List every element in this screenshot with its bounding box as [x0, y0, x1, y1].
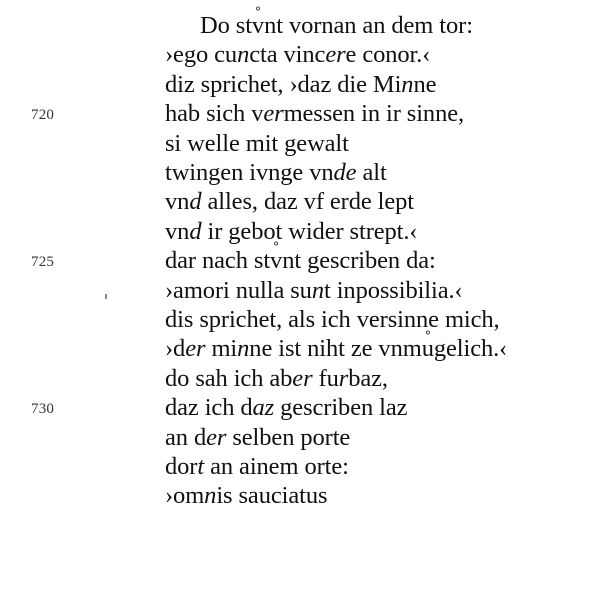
line-number: 725 — [31, 254, 55, 271]
text-run: an d — [165, 423, 207, 451]
text-run: baz, — [348, 364, 388, 392]
text-run: daz ich d — [165, 394, 253, 422]
verse-text — [165, 277, 463, 305]
text-run: diz sprichet, ›daz die Mi — [165, 70, 402, 98]
text-run: dar nach st — [165, 247, 271, 275]
verse-text — [165, 306, 500, 334]
text-run: messen in ir sinne, — [283, 100, 465, 128]
superscript-ring-letter: v ˚ — [270, 247, 282, 275]
text-run: do sah ich ab — [165, 364, 293, 392]
expanded-abbreviation: t — [197, 453, 205, 480]
text-run: selben porte — [226, 423, 351, 451]
expanded-abbreviation: de — [333, 159, 357, 186]
verse-text — [165, 394, 407, 422]
expanded-abbreviation: n — [237, 41, 250, 69]
text-run: ›d — [165, 335, 186, 363]
text-run: ne ist niht ze vnm — [249, 335, 422, 363]
text-run: vn — [165, 217, 190, 245]
text-run: alles, daz vf erde lept — [201, 188, 415, 216]
text-run: dis sprichet, als ich versinne mich, — [165, 306, 500, 333]
verse-line — [0, 186, 600, 216]
expanded-abbreviation: n — [204, 482, 217, 510]
verse-text — [165, 335, 507, 363]
text-run: vn — [165, 188, 190, 216]
expanded-abbreviation: r — [338, 364, 349, 392]
text-run: nt gescriben da: — [282, 247, 436, 275]
superscript-ring-letter: v ˚ — [252, 12, 264, 40]
text-run: mi — [205, 335, 238, 363]
verse-text — [165, 130, 349, 158]
text-run: nt vornan an dem tor: — [264, 12, 473, 39]
expanded-abbreviation: az — [252, 394, 275, 422]
text-run: gescriben laz — [274, 394, 408, 422]
verse-text — [165, 365, 388, 393]
expanded-abbreviation: d — [189, 217, 202, 245]
line-number: 720 — [31, 107, 55, 124]
text-run: twingen ivnge vn — [165, 159, 334, 186]
superscript-ring-letter: u ˚ — [422, 335, 434, 363]
verse-text — [165, 482, 327, 510]
verse-line — [0, 216, 600, 246]
verse-line — [0, 363, 600, 393]
verse-text — [165, 247, 436, 275]
verse-line — [0, 128, 600, 158]
verse-text — [165, 424, 350, 452]
verse-line — [0, 98, 600, 128]
expanded-abbreviation: er — [206, 423, 227, 451]
expanded-abbreviation: d — [189, 188, 202, 216]
verse-line — [0, 275, 600, 305]
expanded-abbreviation: n — [311, 276, 324, 304]
verse-text — [165, 188, 414, 216]
verse-text — [165, 41, 430, 69]
text-run: ir gebot wider strept.‹ — [201, 217, 418, 245]
text-run: gelich.‹ — [433, 335, 508, 363]
text-run: cta vinc — [249, 41, 326, 69]
stray-ink-mark — [105, 294, 107, 299]
line-number: 730 — [31, 401, 55, 418]
verse-line — [0, 157, 600, 187]
verse-line — [0, 480, 600, 510]
expanded-abbreviation: er — [325, 41, 346, 69]
verse-text — [165, 218, 417, 246]
expanded-abbreviation: er — [263, 100, 284, 128]
verse-line — [0, 422, 600, 452]
verse-text — [200, 12, 473, 40]
text-run: si welle mit gewalt — [165, 129, 349, 157]
verse-line — [0, 451, 600, 481]
text-run: hab sich v — [165, 100, 264, 128]
verse-text — [165, 100, 464, 128]
text-run: is sauciatus — [216, 482, 328, 510]
verse-text — [165, 71, 436, 99]
verse-line — [0, 245, 600, 275]
text-run: fu — [312, 364, 339, 392]
text-run: alt — [356, 159, 387, 186]
verse-text — [165, 159, 387, 187]
verse-text — [165, 453, 349, 481]
text-run: Do st — [200, 12, 252, 39]
text-run: an ainem orte: — [204, 453, 349, 480]
verse-line — [0, 69, 600, 99]
verse-line — [0, 333, 600, 363]
text-run: ›om — [165, 482, 205, 510]
expanded-abbreviation: er — [185, 335, 206, 363]
text-run: ne — [413, 70, 437, 98]
verse-line — [0, 304, 600, 334]
verse-line — [0, 39, 600, 69]
expanded-abbreviation: er — [292, 364, 313, 392]
text-run: ›ego cu — [165, 41, 238, 69]
verse-line — [0, 10, 600, 40]
text-run: ›amori nulla su — [165, 276, 312, 304]
expanded-abbreviation: n — [237, 335, 250, 363]
expanded-abbreviation: n — [401, 70, 414, 98]
text-run: t inpossibilia.‹ — [323, 276, 463, 304]
text-run: e conor.‹ — [345, 41, 431, 69]
verse-line — [0, 392, 600, 422]
text-run: dor — [165, 453, 198, 480]
